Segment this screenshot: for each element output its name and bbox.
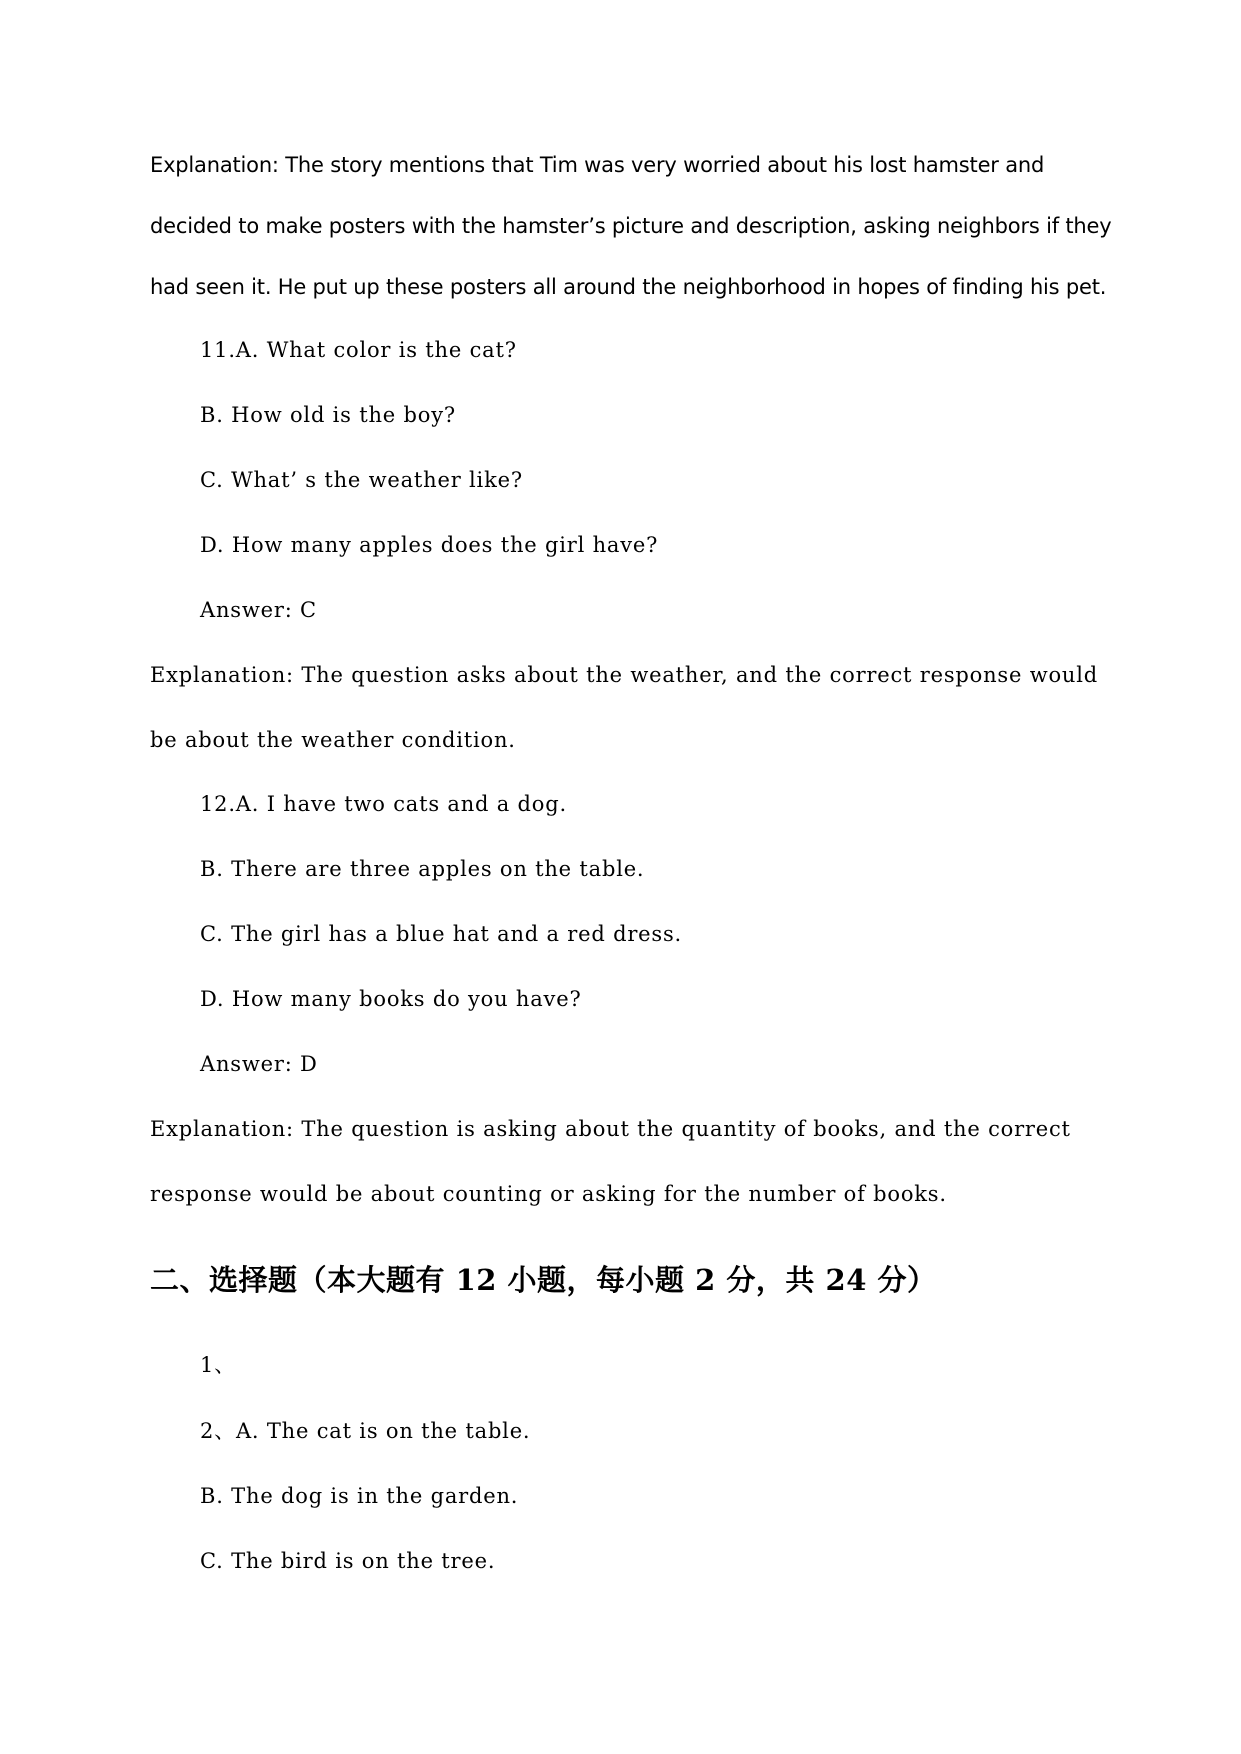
q11-explanation-line-2: be about the weather condition.	[150, 728, 516, 752]
q12-option-c: C. The girl has a blue hat and a red dress.	[200, 922, 683, 946]
q12-option-a: 12.A. I have two cats and a dog.	[200, 792, 567, 816]
section-2-question-2-option-b: B. The dog is in the garden.	[200, 1484, 519, 1508]
section-2-question-2-option-c: C. The bird is on the tree.	[200, 1549, 496, 1573]
section-2-question-1: 1、	[200, 1353, 236, 1377]
q11-option-a: 11.A. What color is the cat?	[200, 338, 517, 362]
q12-explanation-line-2: response would be about counting or asking for the number of books.	[150, 1182, 947, 1206]
q12-option-b: B. There are three apples on the table.	[200, 857, 645, 881]
q11-option-c: C. What’ s the weather like?	[200, 468, 523, 492]
q12-explanation-line-1: Explanation: The question is asking about the quantity of books, and the correct	[150, 1117, 1071, 1141]
section-2-heading: 二、选择题（本大题有 12 小题，每小题 2 分，共 24 分）	[150, 1263, 937, 1297]
q11-explanation-line-1: Explanation: The question asks about the weather, and the correct response would	[150, 663, 1099, 687]
q12-option-d: D. How many books do you have?	[200, 987, 582, 1011]
section-2-question-2-option-a: 2、A. The cat is on the table.	[200, 1419, 531, 1443]
intro-explanation-line-2: decided to make posters with the hamster’s picture and description, asking neighbors if they	[150, 214, 1112, 238]
q12-answer: Answer: D	[200, 1052, 318, 1076]
intro-explanation-line-3: had seen it. He put up these posters all around the neighborhood in hopes of finding his pet.	[150, 275, 1107, 299]
q11-option-d: D. How many apples does the girl have?	[200, 533, 659, 557]
q11-option-b: B. How old is the boy?	[200, 403, 456, 427]
intro-explanation-line-1: Explanation: The story mentions that Tim was very worried about his lost hamster and	[150, 153, 1045, 177]
q11-answer: Answer: C	[200, 598, 317, 622]
